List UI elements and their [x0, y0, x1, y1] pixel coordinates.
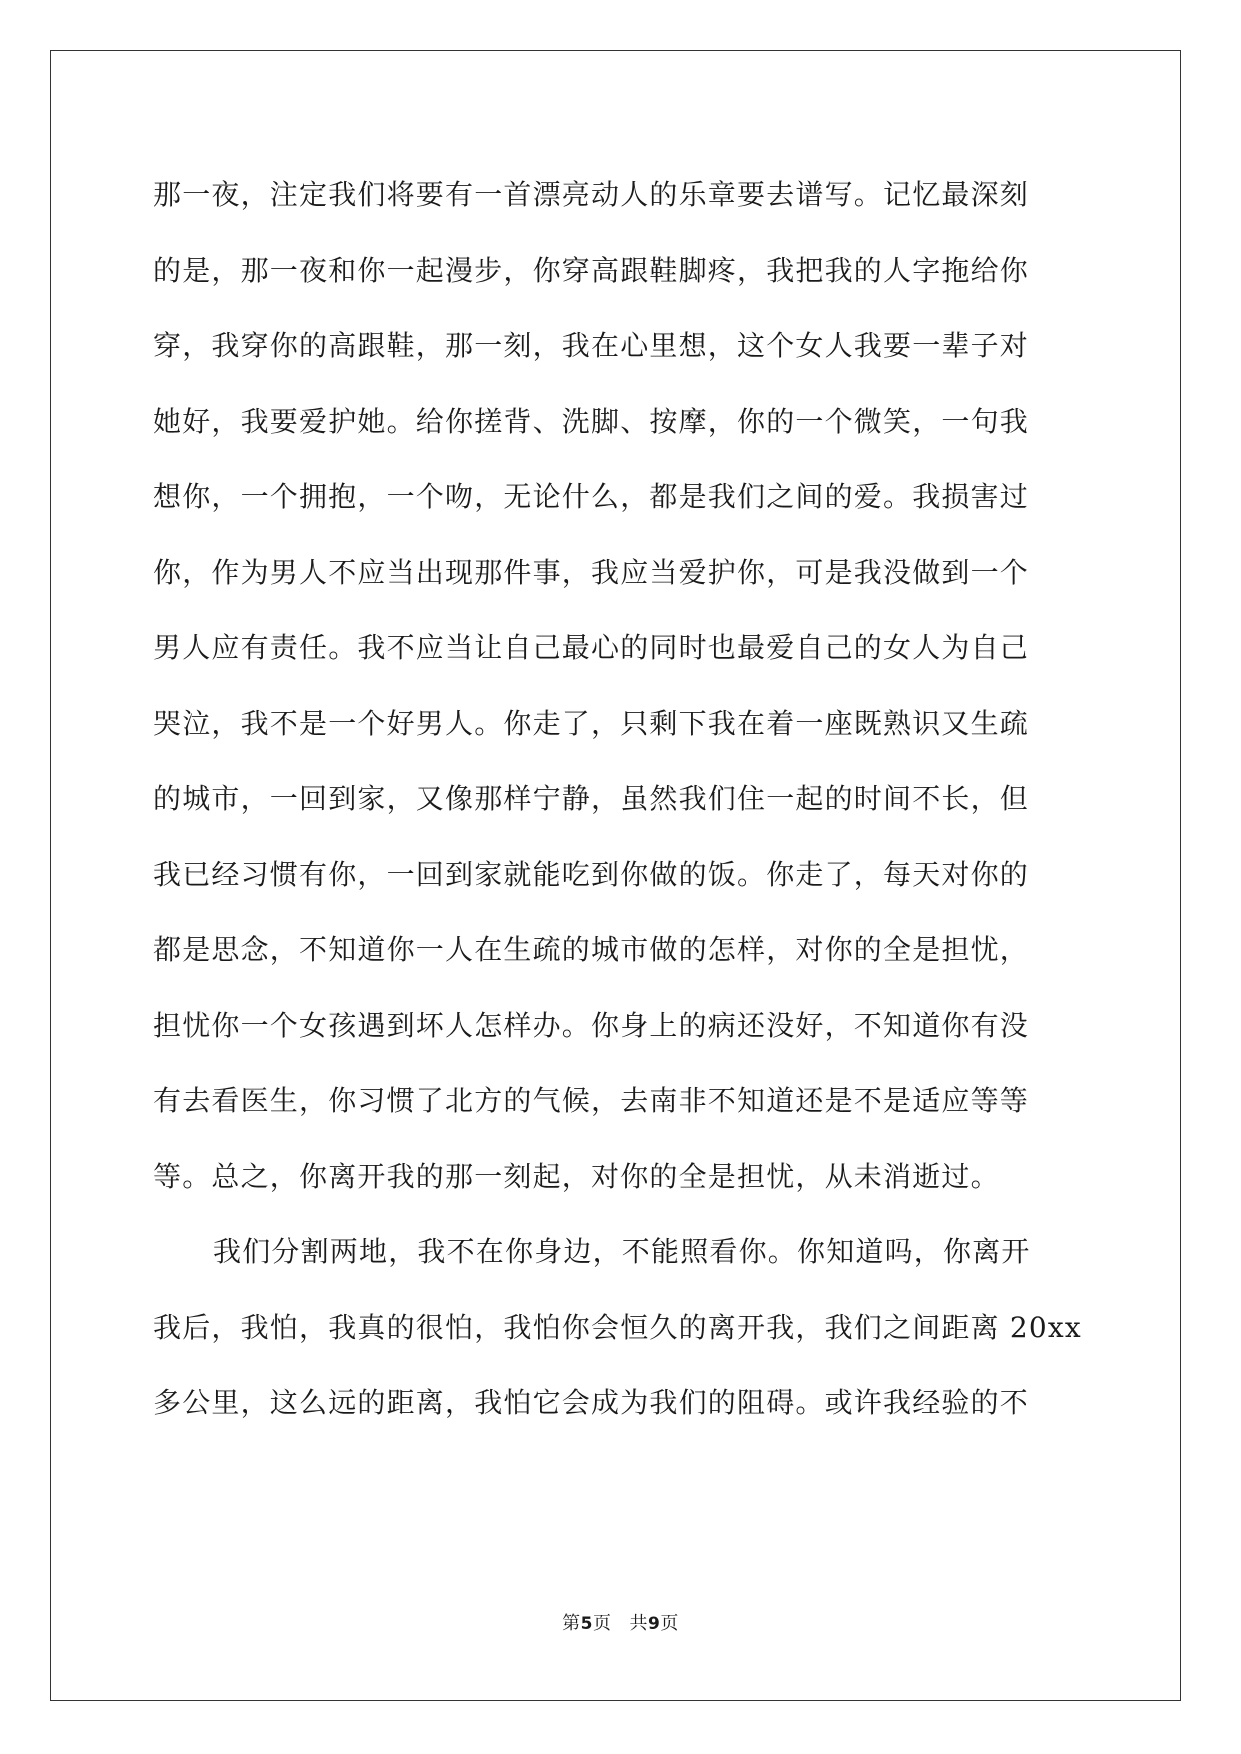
text-line: 穿，我穿你的高跟鞋，那一刻，我在心里想，这个女人我要一辈子对 [153, 329, 1030, 362]
footer-total-suffix: 页 [660, 1613, 679, 1634]
text-line: 我已经习惯有你，一回到家就能吃到你做的饭。你走了，每天对你的 [153, 857, 1030, 891]
total-page-number: 9 [648, 1614, 661, 1634]
text-line: 她好，我要爱护她。给你搓背、洗脚、按摩，你的一个微笑，一句我 [153, 404, 1030, 438]
footer-prefix: 第 [562, 1613, 581, 1634]
page-footer [0, 1609, 1241, 1635]
text-line: 多公里，这么远的距离，我怕它会成为我们的阻碍。或许我经验的不 [153, 1386, 1030, 1419]
footer-total-prefix: 共 [629, 1613, 648, 1634]
text-line: 担忧你一个女孩遇到坏人怎样办。你身上的病还没好，不知道你有没 [153, 1008, 1030, 1042]
text-line: 有去看医生，你习惯了北方的气候，去南非不知道还是不是适应等等 [153, 1084, 1030, 1117]
text-line: 你，作为男人不应当出现那件事，我应当爱护你，可是我没做到一个 [153, 555, 1030, 589]
text-line: 等。总之，你离开我的那一刻起，对你的全是担忧，从未消逝过。 [153, 1159, 1000, 1193]
text-line: 男人应有责任。我不应当让自己最心的同时也最爱自己的女人为自己 [153, 631, 1030, 664]
text-line: 都是思念，不知道你一人在生疏的城市做的怎样，对你的全是担忧， [153, 933, 1030, 966]
text-line: 我们分割两地，我不在你身边，不能照看你。你知道吗，你离开 [213, 1235, 1031, 1268]
text-line: 的是，那一夜和你一起漫步，你穿高跟鞋脚疼，我把我的人字拖给你 [153, 253, 1030, 287]
current-page-number: 5 [580, 1614, 593, 1634]
text-line: 我后，我怕，我真的很怕，我怕你会恒久的离开我，我们之间距离 20xx [153, 1310, 1082, 1344]
text-line: 那一夜，注定我们将要有一首漂亮动人的乐章要去谱写。记忆最深刻 [153, 178, 1030, 211]
document-body [153, 157, 1088, 1441]
text-line: 的城市，一回到家，又像那样宁静，虽然我们住一起的时间不长，但 [153, 782, 1030, 815]
text-line: 想你，一个拥抱，一个吻，无论什么，都是我们之间的爱。我损害过 [153, 480, 1030, 513]
footer-page-suffix: 页 [593, 1613, 612, 1634]
text-line: 哭泣，我不是一个好男人。你走了，只剩下我在着一座既熟识又生疏 [153, 706, 1030, 740]
